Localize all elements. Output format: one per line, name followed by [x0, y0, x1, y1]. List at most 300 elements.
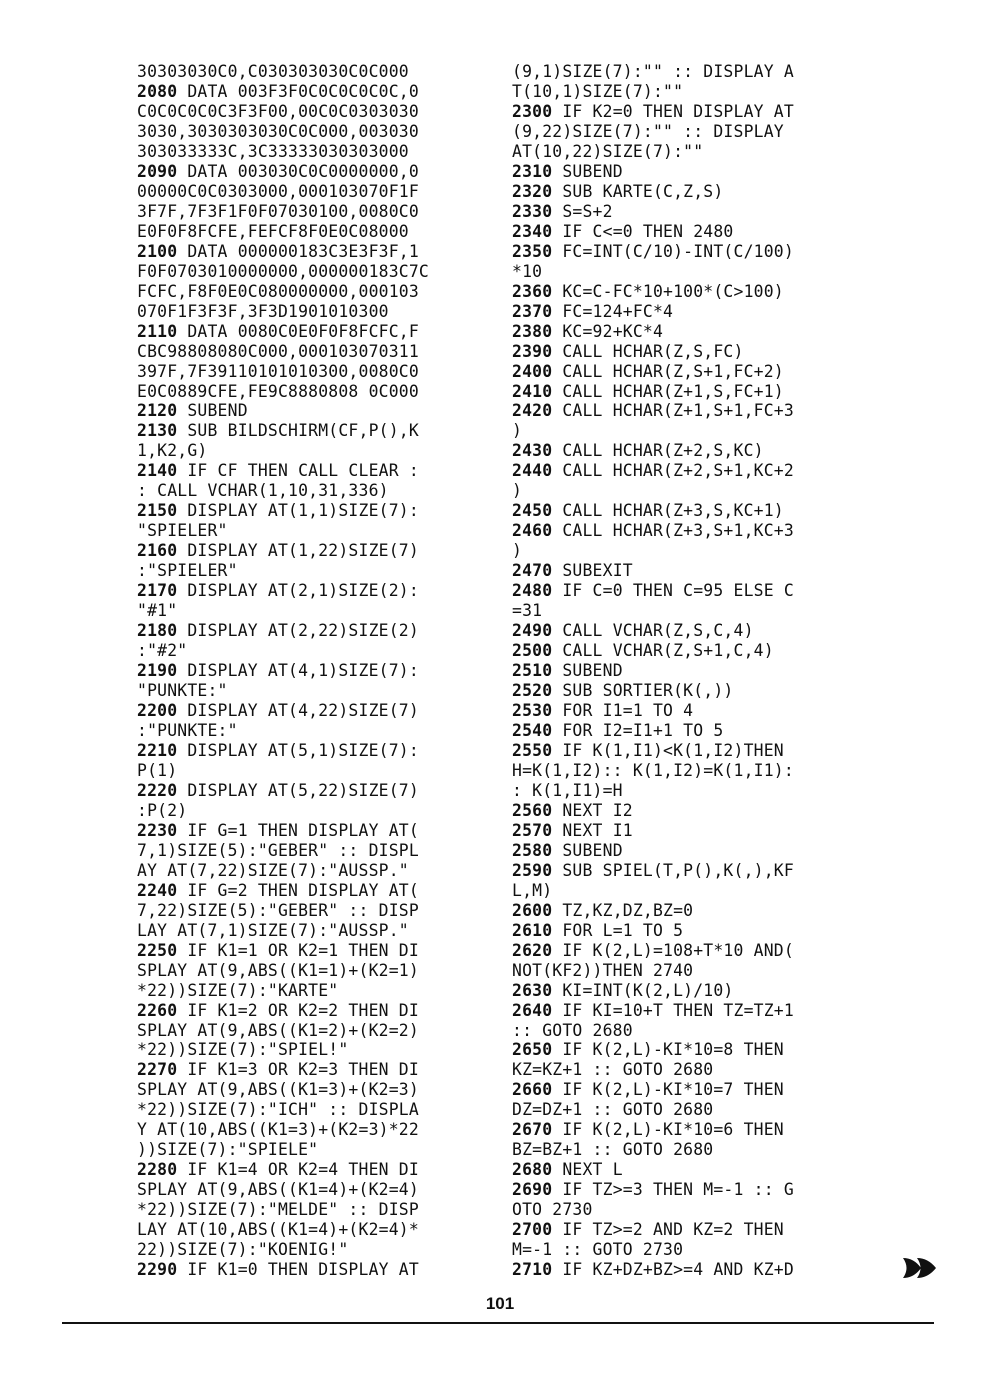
- code-line: [512, 1180, 794, 1200]
- line-number: 2480: [512, 581, 553, 601]
- code-text: :: GOTO 2680: [512, 1020, 633, 1040]
- code-text: =31: [512, 601, 543, 621]
- code-line: [137, 481, 429, 501]
- code-line: [137, 621, 429, 641]
- code-line: [512, 202, 794, 222]
- line-number: 2090: [137, 161, 178, 181]
- code-text: IF K(1,I1)<K(1,I2)THEN: [552, 740, 784, 760]
- line-number: 2440: [512, 461, 553, 481]
- code-line: [512, 362, 794, 382]
- line-number: 2240: [137, 880, 178, 900]
- code-text: DATA 0080C0E0F0F8FCFC,F: [177, 321, 419, 341]
- code-line: [512, 1140, 794, 1160]
- code-line: [512, 1160, 794, 1180]
- code-text: C0C0C0C0C3F3F00,00C0C0303030: [137, 101, 419, 121]
- code-line: [137, 1140, 429, 1160]
- code-line: [512, 1080, 794, 1100]
- code-text: SUBEND: [552, 161, 623, 181]
- code-line: [137, 981, 429, 1001]
- code-text: F0F0703010000000,000000183C7C: [137, 261, 429, 281]
- code-text: P(1): [137, 760, 178, 780]
- code-line: [512, 342, 794, 362]
- code-line: [137, 841, 429, 861]
- code-text: *22))SIZE(7):"SPIEL!": [137, 1040, 349, 1060]
- code-text: :"PUNKTE:": [137, 720, 238, 740]
- code-text: BZ=BZ+1 :: GOTO 2680: [512, 1140, 714, 1160]
- code-text: NEXT L: [552, 1160, 623, 1180]
- line-number: 2340: [512, 221, 553, 241]
- code-text: CALL HCHAR(Z,S,FC): [552, 341, 744, 361]
- code-text: FC=124+FC*4: [552, 301, 674, 321]
- code-line: [512, 122, 794, 142]
- code-line: [137, 322, 429, 342]
- line-number: 2270: [137, 1060, 178, 1080]
- code-line: [137, 561, 429, 581]
- code-line: [512, 641, 794, 661]
- code-line: [137, 401, 429, 421]
- code-text: SPLAY AT(9,ABS((K1=3)+(K2=3): [137, 1080, 419, 1100]
- code-text: *22))SIZE(7):"MELDE" :: DISP: [137, 1200, 419, 1220]
- code-line: [137, 1120, 429, 1140]
- line-number: 2320: [512, 181, 553, 201]
- line-number: 2300: [512, 101, 553, 121]
- line-number: 2370: [512, 301, 553, 321]
- code-line: [137, 601, 429, 621]
- code-text: IF K(2,L)-KI*10=6 THEN: [552, 1120, 784, 1140]
- code-line: [137, 1260, 429, 1280]
- code-text: CALL HCHAR(Z+2,S,KC): [552, 441, 764, 461]
- code-text: : K(1,I1)=H: [512, 780, 623, 800]
- code-line: [137, 1060, 429, 1080]
- code-text: KZ=KZ+1 :: GOTO 2680: [512, 1060, 714, 1080]
- line-number: 2680: [512, 1160, 553, 1180]
- code-line: [137, 302, 429, 322]
- code-line: [137, 921, 429, 941]
- code-text: FOR L=1 TO 5: [552, 920, 684, 940]
- code-text: IF K2=0 THEN DISPLAY AT: [552, 101, 794, 121]
- code-line: [137, 661, 429, 681]
- code-line: [137, 441, 429, 461]
- code-line: [512, 1021, 794, 1041]
- code-line: [137, 421, 429, 441]
- code-line: [512, 701, 794, 721]
- line-number: 2540: [512, 720, 553, 740]
- code-text: *22))SIZE(7):"KARTE": [137, 980, 339, 1000]
- code-line: [512, 941, 794, 961]
- line-number: 2220: [137, 780, 178, 800]
- line-number: 2140: [137, 461, 178, 481]
- code-line: [137, 122, 429, 142]
- code-line: [137, 821, 429, 841]
- code-text: NEXT I2: [552, 800, 633, 820]
- code-line: [137, 142, 429, 162]
- code-line: [512, 981, 794, 1001]
- code-text: IF C<=0 THEN 2480: [552, 221, 734, 241]
- line-number: 2660: [512, 1080, 553, 1100]
- code-line: [512, 521, 794, 541]
- code-line: [512, 302, 794, 322]
- line-number: 2640: [512, 1000, 553, 1020]
- code-line: [137, 461, 429, 481]
- code-line: [512, 901, 794, 921]
- code-line: [512, 162, 794, 182]
- code-line: [137, 362, 429, 382]
- line-number: 2400: [512, 361, 553, 381]
- code-text: E0C0889CFE,FE9C8880808 0C000: [137, 381, 419, 401]
- code-line: [512, 1220, 794, 1240]
- code-line: [137, 501, 429, 521]
- code-line: [512, 322, 794, 342]
- line-number: 2610: [512, 920, 553, 940]
- line-number: 2120: [137, 401, 178, 421]
- line-number: 2550: [512, 740, 553, 760]
- line-number: 2330: [512, 201, 553, 221]
- line-number: 2230: [137, 820, 178, 840]
- line-number: 2690: [512, 1180, 553, 1200]
- code-text: ): [512, 481, 523, 501]
- code-line: [512, 222, 794, 242]
- code-line: [137, 781, 429, 801]
- listing-column-left: [137, 62, 429, 1280]
- line-number: 2150: [137, 501, 178, 521]
- code-text: S=S+2: [552, 201, 613, 221]
- line-number: 2130: [137, 421, 178, 441]
- code-line: [137, 521, 429, 541]
- code-line: [512, 1040, 794, 1060]
- code-text: DZ=DZ+1 :: GOTO 2680: [512, 1100, 714, 1120]
- line-number: 2250: [137, 940, 178, 960]
- code-text: CALL HCHAR(Z+1,S+1,FC+3: [552, 401, 794, 421]
- page-number: 101: [485, 1294, 515, 1313]
- code-text: LAY AT(10,ABS((K1=4)+(K2=4)*: [137, 1220, 419, 1240]
- code-line: [512, 382, 794, 402]
- line-number: 2170: [137, 581, 178, 601]
- code-text: 00000C0C0303000,000103070F1F: [137, 181, 419, 201]
- code-text: IF K(2,L)=108+T*10 AND(: [552, 940, 794, 960]
- code-text: CALL HCHAR(Z,S+1,FC+2): [552, 361, 784, 381]
- line-number: 2460: [512, 521, 553, 541]
- code-line: [137, 1200, 429, 1220]
- line-number: 2290: [137, 1260, 178, 1280]
- code-line: [512, 821, 794, 841]
- code-text: *10: [512, 261, 543, 281]
- code-text: IF TZ>=2 AND KZ=2 THEN: [552, 1220, 784, 1240]
- code-text: KC=C-FC*10+100*(C>100): [552, 281, 784, 301]
- line-number: 2420: [512, 401, 553, 421]
- code-text: E0F0F8FCFE,FEFCF8F0E0C08000: [137, 221, 409, 241]
- code-line: [512, 401, 794, 421]
- code-line: [512, 62, 794, 82]
- line-number: 2490: [512, 621, 553, 641]
- line-number: 2350: [512, 241, 553, 261]
- line-number: 2410: [512, 381, 553, 401]
- footer-rule: [62, 1322, 934, 1324]
- code-line: [512, 461, 794, 481]
- code-line: [137, 541, 429, 561]
- code-line: [512, 1060, 794, 1080]
- code-text: CALL VCHAR(Z,S,C,4): [552, 621, 754, 641]
- code-line: [137, 262, 429, 282]
- code-text: :"#2": [137, 641, 188, 661]
- code-line: [512, 421, 794, 441]
- code-line: [137, 342, 429, 362]
- code-text: "SPIELER": [137, 521, 228, 541]
- code-text: IF K1=3 OR K2=3 THEN DI: [177, 1060, 419, 1080]
- code-line: [512, 541, 794, 561]
- code-line: [137, 881, 429, 901]
- line-number: 2620: [512, 940, 553, 960]
- code-line: [137, 581, 429, 601]
- line-number: 2430: [512, 441, 553, 461]
- code-text: 3030,3030303030C0C000,003030: [137, 121, 419, 141]
- code-line: [512, 1001, 794, 1021]
- code-line: [137, 701, 429, 721]
- code-text: DISPLAY AT(4,1)SIZE(7):: [177, 661, 419, 681]
- line-number: 2280: [137, 1160, 178, 1180]
- code-line: [512, 881, 794, 901]
- line-number: 2100: [137, 241, 178, 261]
- code-line: [137, 901, 429, 921]
- code-text: Y AT(10,ABS((K1=3)+(K2=3)*22: [137, 1120, 419, 1140]
- double-arrow-right-icon: [902, 1257, 938, 1279]
- code-text: ): [512, 541, 523, 561]
- code-text: IF KI=10+T THEN TZ=TZ+1: [552, 1000, 794, 1020]
- code-text: T(10,1)SIZE(7):"": [512, 81, 684, 101]
- code-line: [137, 1160, 429, 1180]
- code-line: [512, 282, 794, 302]
- code-text: IF C=0 THEN C=95 ELSE C: [552, 581, 794, 601]
- code-text: 7,1)SIZE(5):"GEBER" :: DISPL: [137, 840, 419, 860]
- code-text: LAY AT(7,1)SIZE(7):"AUSSP.": [137, 920, 409, 940]
- code-line: [512, 1200, 794, 1220]
- code-line: [512, 601, 794, 621]
- code-line: [137, 941, 429, 961]
- code-line: [512, 621, 794, 641]
- code-line: [137, 102, 429, 122]
- line-number: 2570: [512, 820, 553, 840]
- code-text: CALL HCHAR(Z+2,S+1,KC+2: [552, 461, 794, 481]
- code-text: IF CF THEN CALL CLEAR :: [177, 461, 419, 481]
- code-text: "PUNKTE:": [137, 681, 228, 701]
- code-text: 30303030C0,C030303030C0C000: [137, 62, 409, 81]
- code-line: [137, 182, 429, 202]
- code-text: FOR I2=I1+1 TO 5: [552, 720, 724, 740]
- code-line: [512, 441, 794, 461]
- line-number: 2160: [137, 541, 178, 561]
- code-line: [512, 82, 794, 102]
- code-text: DISPLAY AT(2,22)SIZE(2): [177, 621, 419, 641]
- line-number: 2360: [512, 281, 553, 301]
- code-line: [137, 82, 429, 102]
- code-text: DISPLAY AT(1,22)SIZE(7): [177, 541, 419, 561]
- code-line: [512, 961, 794, 981]
- line-number: 2520: [512, 681, 553, 701]
- code-text: 1,K2,G): [137, 441, 208, 461]
- line-number: 2390: [512, 341, 553, 361]
- line-number: 2200: [137, 701, 178, 720]
- code-text: IF K1=4 OR K2=4 THEN DI: [177, 1160, 419, 1180]
- code-line: [137, 801, 429, 821]
- code-line: [137, 961, 429, 981]
- code-text: H=K(1,I2):: K(1,I2)=K(1,I1):: [512, 760, 794, 780]
- line-number: 2510: [512, 661, 553, 681]
- code-text: CBC98808080C000,000103070311: [137, 341, 419, 361]
- code-text: DISPLAY AT(1,1)SIZE(7):: [177, 501, 419, 521]
- code-line: [137, 1021, 429, 1041]
- code-text: ))SIZE(7):"SPIELE": [137, 1140, 319, 1160]
- line-number: 2080: [137, 81, 178, 101]
- code-line: [137, 861, 429, 881]
- line-number: 2380: [512, 321, 553, 341]
- code-text: NOT(KF2))THEN 2740: [512, 960, 694, 980]
- code-line: [512, 861, 794, 881]
- code-line: [512, 481, 794, 501]
- code-line: [512, 581, 794, 601]
- code-line: [137, 162, 429, 182]
- code-text: ): [512, 421, 523, 441]
- code-text: AT(10,22)SIZE(7):"": [512, 141, 704, 161]
- line-number: 2180: [137, 621, 178, 641]
- code-text: SUB KARTE(C,Z,S): [552, 181, 724, 201]
- code-text: (9,1)SIZE(7):"" :: DISPLAY A: [512, 62, 794, 81]
- code-text: DATA 000000183C3E3F3F,1: [177, 241, 419, 261]
- code-text: OTO 2730: [512, 1200, 593, 1220]
- line-number: 2530: [512, 701, 553, 720]
- line-number: 2450: [512, 501, 553, 521]
- code-text: 303033333C,3C33333030303000: [137, 141, 409, 161]
- code-line: [137, 1001, 429, 1021]
- code-text: SUB SORTIER(K(,)): [552, 681, 734, 701]
- code-line: [137, 202, 429, 222]
- code-line: [137, 1040, 429, 1060]
- code-text: DISPLAY AT(5,1)SIZE(7):: [177, 740, 419, 760]
- code-text: KI=INT(K(2,L)/10): [552, 980, 734, 1000]
- code-text: "#1": [137, 601, 178, 621]
- code-line: [512, 841, 794, 861]
- code-text: IF KZ+DZ+BZ>=4 AND KZ+D: [552, 1260, 794, 1280]
- code-line: [512, 741, 794, 761]
- code-text: 22))SIZE(7):"KOENIG!": [137, 1240, 349, 1260]
- code-line: [512, 761, 794, 781]
- code-text: CALL VCHAR(Z,S+1,C,4): [552, 641, 774, 661]
- code-text: 7,22)SIZE(5):"GEBER" :: DISP: [137, 900, 419, 920]
- code-text: FOR I1=1 TO 4: [552, 701, 694, 720]
- code-text: IF K(2,L)-KI*10=8 THEN: [552, 1040, 784, 1060]
- code-line: [137, 641, 429, 661]
- code-text: 070F1F3F3F,3F3D1901010300: [137, 301, 389, 321]
- code-text: CALL HCHAR(Z+1,S,FC+1): [552, 381, 784, 401]
- code-text: :P(2): [137, 800, 188, 820]
- line-number: 2590: [512, 860, 553, 880]
- code-text: IF K1=0 THEN DISPLAY AT: [177, 1260, 419, 1280]
- code-text: IF K1=1 OR K2=1 THEN DI: [177, 940, 419, 960]
- code-text: DISPLAY AT(4,22)SIZE(7): [177, 701, 419, 720]
- code-line: [137, 1220, 429, 1240]
- line-number: 2110: [137, 321, 178, 341]
- code-text: IF G=2 THEN DISPLAY AT(: [177, 880, 419, 900]
- line-number: 2470: [512, 561, 553, 581]
- code-line: [512, 781, 794, 801]
- line-number: 2210: [137, 740, 178, 760]
- code-line: [512, 242, 794, 262]
- code-line: [512, 1100, 794, 1120]
- code-text: KC=92+KC*4: [552, 321, 664, 341]
- code-line: [512, 661, 794, 681]
- code-line: [137, 282, 429, 302]
- code-line: [137, 741, 429, 761]
- code-line: [137, 62, 429, 82]
- line-number: 2560: [512, 800, 553, 820]
- code-line: [137, 1080, 429, 1100]
- line-number: 2500: [512, 641, 553, 661]
- code-line: [137, 681, 429, 701]
- code-text: SUBEND: [552, 661, 623, 681]
- line-number: 2600: [512, 900, 553, 920]
- code-line: [512, 1120, 794, 1140]
- code-text: SUBEND: [552, 840, 623, 860]
- line-number: 2580: [512, 840, 553, 860]
- code-line: [512, 501, 794, 521]
- code-text: CALL HCHAR(Z+3,S+1,KC+3: [552, 521, 794, 541]
- code-text: : CALL VCHAR(1,10,31,336): [137, 481, 389, 501]
- code-line: [512, 262, 794, 282]
- code-line: [512, 1240, 794, 1260]
- code-text: SUBEXIT: [552, 561, 633, 581]
- code-text: SPLAY AT(9,ABS((K1=4)+(K2=4): [137, 1180, 419, 1200]
- code-text: NEXT I1: [552, 820, 633, 840]
- code-text: SPLAY AT(9,ABS((K1=1)+(K2=1): [137, 960, 419, 980]
- code-text: IF K1=2 OR K2=2 THEN DI: [177, 1000, 419, 1020]
- code-line: [512, 921, 794, 941]
- code-text: TZ,KZ,DZ,BZ=0: [552, 900, 694, 920]
- code-text: DISPLAY AT(5,22)SIZE(7): [177, 780, 419, 800]
- code-text: *22))SIZE(7):"ICH" :: DISPLA: [137, 1100, 419, 1120]
- code-line: [137, 242, 429, 262]
- code-line: [512, 102, 794, 122]
- code-line: [512, 561, 794, 581]
- code-line: [512, 721, 794, 741]
- code-line: [137, 222, 429, 242]
- code-line: [137, 382, 429, 402]
- code-line: [137, 1100, 429, 1120]
- code-line: [137, 1180, 429, 1200]
- line-number: 2310: [512, 161, 553, 181]
- code-line: [512, 801, 794, 821]
- code-text: 397F,7F39110101010300,0080C0: [137, 361, 419, 381]
- code-line: [137, 1240, 429, 1260]
- code-text: M=-1 :: GOTO 2730: [512, 1240, 684, 1260]
- code-line: [512, 182, 794, 202]
- code-text: DISPLAY AT(2,1)SIZE(2):: [177, 581, 419, 601]
- listing-column-right: [512, 62, 794, 1280]
- code-text: SUB BILDSCHIRM(CF,P(),K: [177, 421, 419, 441]
- code-text: DATA 003F3F0C0C0C0C0C,0: [177, 81, 419, 101]
- line-number: 2260: [137, 1000, 178, 1020]
- code-line: [137, 761, 429, 781]
- line-number: 2190: [137, 661, 178, 681]
- line-number: 2670: [512, 1120, 553, 1140]
- code-line: [512, 681, 794, 701]
- code-text: L,M): [512, 880, 553, 900]
- code-text: :"SPIELER": [137, 561, 238, 581]
- code-text: IF G=1 THEN DISPLAY AT(: [177, 820, 419, 840]
- line-number: 2710: [512, 1260, 553, 1280]
- code-text: IF TZ>=3 THEN M=-1 :: G: [552, 1180, 794, 1200]
- line-number: 2650: [512, 1040, 553, 1060]
- code-text: 3F7F,7F3F1F0F07030100,0080C0: [137, 201, 419, 221]
- code-line: [512, 142, 794, 162]
- code-line: [512, 1260, 794, 1280]
